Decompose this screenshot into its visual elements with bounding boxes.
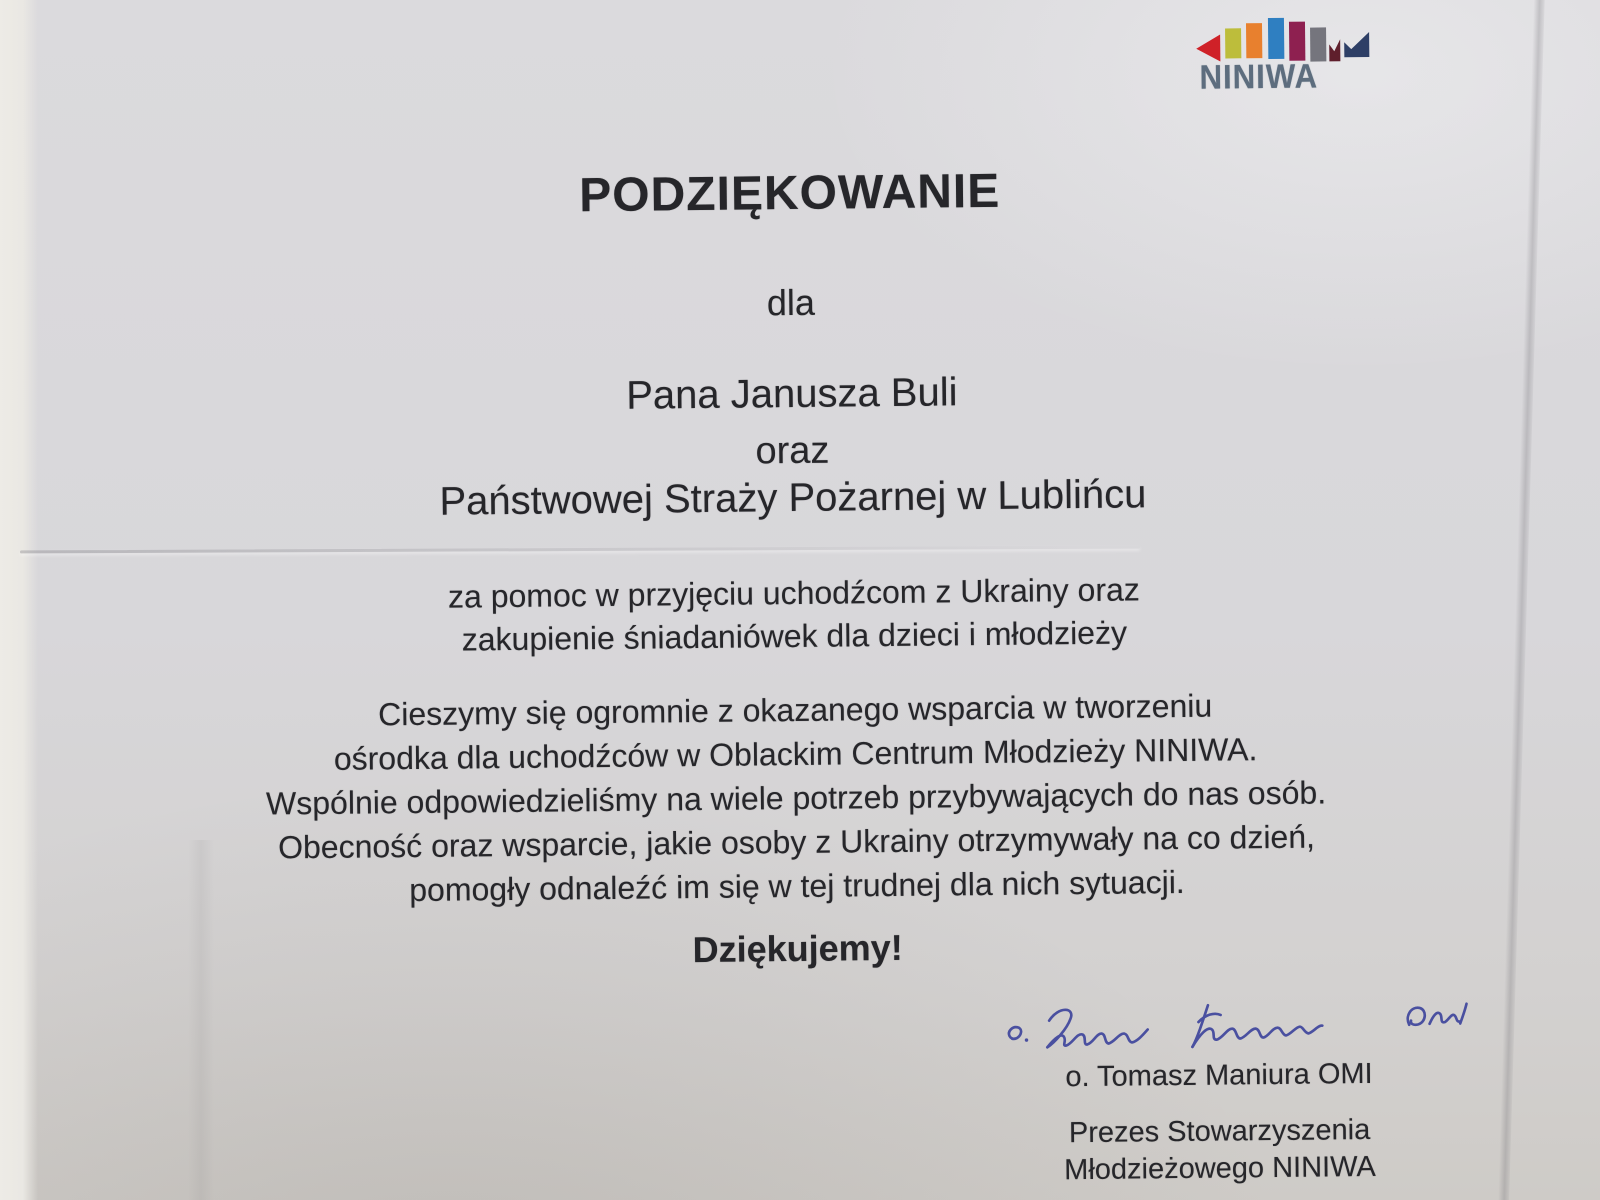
body-line: Cieszymy się ogromnie z okazanego wsparcia w tworzeniu <box>377 687 1213 733</box>
niniwa-logo <box>1193 14 1384 106</box>
role-line: Prezes Stowarzyszenia <box>1068 1113 1371 1150</box>
body-line: ośrodka dla uchodźców w Oblackim Centrum Młodzieży NINIWA. <box>333 731 1258 777</box>
body-paragraph <box>0 680 1597 917</box>
conjunction-line: oraz <box>755 429 830 473</box>
preposition-line: dla <box>766 281 816 324</box>
signatory-printed-name: o. Tomasz Maniura OMI <box>1065 1057 1373 1094</box>
reason-line: zakupienie śniadaniówek dla dzieci i młodzieży <box>461 614 1128 658</box>
body-line: pomogły odnaleźć im się w tej trudnej dla nich sytuacji. <box>409 863 1185 909</box>
signatory-role <box>1029 1112 1410 1190</box>
recipient-organization: Państwowej Straży Pożarnej w Lublińcu <box>439 472 1147 524</box>
role-line: Młodzieżowego NINIWA <box>1064 1150 1376 1187</box>
document-title: PODZIĘKOWANIE <box>578 164 1001 223</box>
closing-thanks: Dziękujemy! <box>692 926 903 971</box>
niniwa-logo-wordmark: NINIWA <box>1199 57 1319 97</box>
recipient-name: Pana Janusza Buli <box>625 370 958 418</box>
reason-line: za pomoc w przyjęciu uchodźcom z Ukrainy oraz <box>447 571 1141 615</box>
reason-paragraph <box>0 564 1595 667</box>
body-line: Wspólnie odpowiedzieliśmy na wiele potrzeb przybywających do nas osób. <box>265 774 1327 822</box>
body-line: Obecność oraz wsparcie, jakie osoby z Ukrainy otrzymywały na co dzień, <box>277 818 1316 866</box>
